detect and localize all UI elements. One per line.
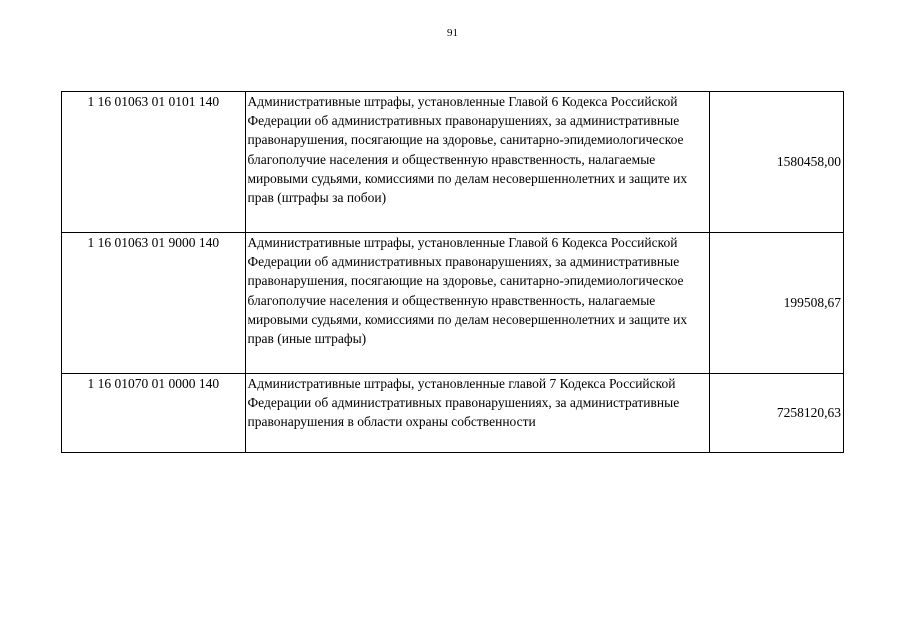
budget-code-cell: 1 16 01063 01 0101 140 — [62, 92, 246, 233]
description-cell: Административные штрафы, установленные Главой 6 Кодекса Российской Федерации об административных правонарушениях, за административные правонарушения, посягающие на здоровье, санитарно-эпидемиологическое благополучие населения и общественную нравственность, налагаемые мировыми судьями, комиссиями по делам несовершеннолетних и защите их прав (иные штрафы) — [245, 233, 710, 374]
budget-code-cell: 1 16 01063 01 9000 140 — [62, 233, 246, 374]
amount-cell: 199508,67 — [710, 233, 844, 374]
budget-code-cell: 1 16 01070 01 0000 140 — [62, 374, 246, 453]
amount-cell: 1580458,00 — [710, 92, 844, 233]
page-number: 91 — [447, 27, 458, 39]
description-cell: Административные штрафы, установленные главой 7 Кодекса Российской Федерации об административных правонарушениях, за административные правонарушения в области охраны собственности — [245, 374, 710, 453]
amount-cell: 7258120,63 — [710, 374, 844, 453]
description-cell: Административные штрафы, установленные Главой 6 Кодекса Российской Федерации об административных правонарушениях, за административные правонарушения, посягающие на здоровье, санитарно-эпидемиологическое благополучие населения и общественную нравственность, налагаемые мировыми судьями, комиссиями по делам несовершеннолетних и защите их прав (штрафы за побои) — [245, 92, 710, 233]
table-row — [62, 374, 844, 453]
revenue-table — [61, 91, 844, 453]
table-row — [62, 92, 844, 233]
table-row — [62, 233, 844, 374]
